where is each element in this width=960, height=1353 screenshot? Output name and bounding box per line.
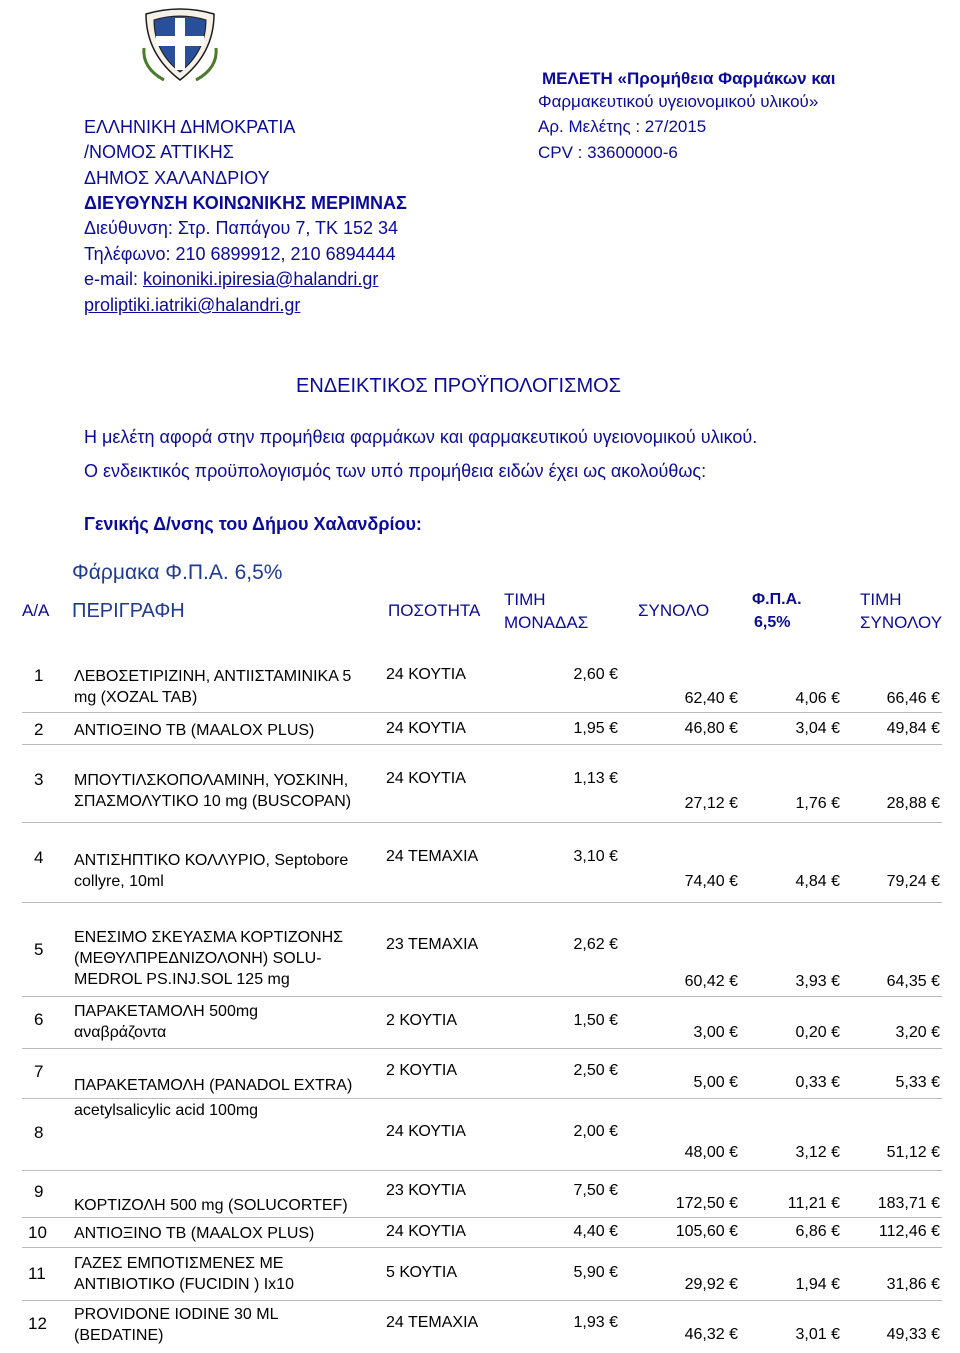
row-divider: [22, 1048, 942, 1049]
row-12-vat: 3,01 €: [740, 1326, 840, 1344]
row-5-total: 60,42 €: [620, 973, 738, 991]
row-divider: [22, 1300, 942, 1301]
row-12-unit-price: 1,93 €: [510, 1314, 618, 1332]
row-divider: [22, 1217, 942, 1218]
row-divider: [22, 996, 942, 997]
row-7-number: 7: [34, 1062, 44, 1081]
municipality-name: ΔΗΜΟΣ ΧΑΛΑΝΔΡΙΟΥ: [84, 168, 270, 188]
header-unit-price-2: ΜΟΝΑΔΑΣ: [504, 613, 589, 632]
row-9-number: 9: [34, 1182, 44, 1201]
row-divider: [22, 1170, 942, 1171]
row-5-grand-total: 64,35 €: [842, 973, 940, 991]
header-aa: Α/Α: [22, 601, 50, 620]
intro-line-2: Ο ενδεικτικός προϋπολογισμός των υπό προμήθεια ειδών έχει ως ακολούθως:: [84, 461, 707, 481]
row-11-grand-total: 31,86 €: [842, 1276, 940, 1294]
email-line: [84, 267, 378, 291]
row-9-quantity: 23 ΚΟΥΤΙΑ: [386, 1182, 466, 1199]
row-8-vat: 3,12 €: [740, 1144, 840, 1162]
row-10-unit-price: 4,40 €: [510, 1223, 618, 1241]
row-2-vat: 3,04 €: [740, 720, 840, 738]
row-5-number: 5: [34, 940, 44, 959]
row-2-number: 2: [34, 720, 44, 739]
row-11-total: 29,92 €: [620, 1276, 738, 1294]
row-10-description: ΑΝΤΙΟΞΙΝΟ ΤΒ (MAALOX PLUS): [74, 1225, 315, 1242]
phone-line: Τηλέφωνο: 210 6899912, 210 6894444: [84, 244, 396, 264]
greek-coat-of-arms-emblem: [140, 8, 220, 84]
row-divider: [22, 1247, 942, 1248]
row-6-quantity: 2 ΚΟΥΤΙΑ: [386, 1012, 458, 1029]
address-line: Διεύθυνση: Στρ. Παπάγου 7, ΤΚ 152 34: [84, 218, 399, 238]
row-12-grand-total: 49,33 €: [842, 1326, 940, 1344]
header-vat-1: Φ.Π.Α.: [752, 591, 802, 608]
row-7-description: ΠΑΡΑΚΕΤΑΜΟΛΗ (PANADOL EXTRA): [74, 1077, 353, 1094]
row-10-grand-total: 112,46 €: [842, 1223, 940, 1241]
row-1-vat: 4,06 €: [740, 690, 840, 708]
row-7-unit-price: 2,50 €: [510, 1062, 618, 1080]
row-divider: [22, 744, 942, 745]
country-name: ΕΛΛΗΝΙΚΗ ΔΗΜΟΚΡΑΤΙΑ: [84, 117, 296, 137]
row-6-number: 6: [34, 1010, 44, 1029]
row-6-description: ΠΑΡΑΚΕΤΑΜΟΛΗ 500mg αναβράζοντα: [74, 1003, 259, 1041]
row-8-total: 48,00 €: [620, 1144, 738, 1162]
study-number: Αρ. Μελέτης : 27/2015: [538, 117, 707, 136]
row-4-unit-price: 3,10 €: [510, 848, 618, 866]
row-5-description: ΕΝΕΣΙΜΟ ΣΚΕΥΑΣΜΑ ΚΟΡΤΙΖΟΝΗΣ (ΜΕΘΥΛΠΡΕΔΝΙΖΟΛΟΝΗ) SOLU-MEDROL PS.INJ.SOL 125 mg: [74, 929, 344, 988]
row-4-vat: 4,84 €: [740, 873, 840, 891]
row-6-vat: 0,20 €: [740, 1024, 840, 1042]
row-3-description: ΜΠΟΥΤΙΛΣΚΟΠΟΛΑΜΙΝΗ, ΥΟΣΚΙΝΗ, ΣΠΑΣΜΟΛΥΤΙΚΟ 10 mg (BUSCOPAN): [74, 772, 352, 810]
prefecture-name: /ΝΟΜΟΣ ΑΤΤΙΚΗΣ: [84, 142, 234, 162]
row-1-number: 1: [34, 666, 44, 685]
study-title-line1: ΜΕΛΕΤΗ «Προμήθεια Φαρμάκων και: [542, 69, 836, 88]
row-11-quantity: 5 ΚΟΥΤΙΑ: [386, 1264, 458, 1281]
row-5-quantity: 23 ΤΕΜΑΧΙΑ: [386, 936, 479, 953]
header-vat-2: 6,5%: [754, 614, 791, 631]
row-9-grand-total: 183,71 €: [842, 1195, 940, 1213]
row-3-unit-price: 1,13 €: [510, 770, 618, 788]
row-4-quantity: 24 ΤΕΜΑΧΙΑ: [386, 848, 479, 865]
category-heading: Φάρμακα Φ.Π.Α. 6,5%: [72, 561, 283, 584]
row-10-number: 10: [28, 1223, 47, 1242]
row-4-total: 74,40 €: [620, 873, 738, 891]
row-8-grand-total: 51,12 €: [842, 1144, 940, 1162]
row-divider: [22, 1098, 942, 1099]
row-7-vat: 0,33 €: [740, 1074, 840, 1092]
row-5-unit-price: 2,62 €: [510, 936, 618, 954]
email-link-1[interactable]: koinoniki.ipiresia@halandri.gr: [143, 269, 379, 289]
intro-line-1: Η μελέτη αφορά στην προμήθεια φαρμάκων και φαρμακευτικού υγειονομικού υλικού.: [84, 427, 758, 447]
header-grand-total-2: ΣΥΝΟΛΟΥ: [860, 613, 943, 632]
row-6-total: 3,00 €: [620, 1024, 738, 1042]
header-quantity: ΠΟΣΟΤΗΤΑ: [388, 601, 481, 620]
row-divider: [22, 822, 942, 823]
row-1-quantity: 24 ΚΟΥΤΙΑ: [386, 666, 466, 683]
row-7-grand-total: 5,33 €: [842, 1074, 940, 1092]
row-9-total: 172,50 €: [620, 1195, 738, 1213]
row-8-quantity: 24 ΚΟΥΤΙΑ: [386, 1123, 466, 1140]
row-11-unit-price: 5,90 €: [510, 1264, 618, 1282]
department-name: ΔΙΕΥΘΥΝΣΗ ΚΟΙΝΩΝΙΚΗΣ ΜΕΡΙΜΝΑΣ: [84, 193, 407, 213]
row-4-number: 4: [34, 848, 44, 867]
row-3-number: 3: [34, 770, 44, 789]
row-3-quantity: 24 ΚΟΥΤΙΑ: [386, 770, 466, 787]
row-7-total: 5,00 €: [620, 1074, 738, 1092]
row-11-number: 11: [28, 1264, 46, 1283]
row-11-description: ΓΑΖΕΣ ΕΜΠΟΤΙΣΜΕΝΕΣ ΜΕ ΑΝΤΙΒΙΟΤΙΚΟ (FUCIDIN ) Ix10: [74, 1255, 294, 1293]
row-2-description: ΑΝΤΙΟΞΙΝΟ ΤΒ (MAALOX PLUS): [74, 722, 315, 739]
row-1-unit-price: 2,60 €: [510, 666, 618, 684]
row-3-vat: 1,76 €: [740, 795, 840, 813]
email-line-2: [84, 293, 300, 317]
row-12-number: 12: [28, 1314, 47, 1333]
row-2-unit-price: 1,95 €: [510, 720, 618, 738]
row-9-description: ΚΟΡΤΙΖΟΛΗ 500 mg (SOLUCORTEF): [74, 1197, 348, 1214]
row-10-quantity: 24 ΚΟΥΤΙΑ: [386, 1223, 466, 1240]
row-12-total: 46,32 €: [620, 1326, 738, 1344]
row-10-vat: 6,86 €: [740, 1223, 840, 1241]
row-8-unit-price: 2,00 €: [510, 1123, 618, 1141]
row-4-description: ΑΝΤΙΣΗΠΤΙΚΟ ΚΟΛΛΥΡΙΟ, Septobore collyre, 10ml: [74, 852, 349, 890]
study-title-line2: Φαρμακευτικού υγειονομικού υλικού»: [538, 92, 819, 111]
row-2-total: 46,80 €: [620, 720, 738, 738]
row-3-total: 27,12 €: [620, 795, 738, 813]
row-2-quantity: 24 ΚΟΥΤΙΑ: [386, 720, 466, 737]
header-grand-total-1: ΤΙΜΗ: [860, 590, 902, 609]
row-1-description: ΛΕΒΟΣΕΤΙΡΙΖΙΝΗ, ΑΝΤΙΙΣΤΑΜΙΝΙΚΑ 5 mg (XOZAL TAB): [74, 668, 352, 706]
row-3-grand-total: 28,88 €: [842, 795, 940, 813]
row-6-unit-price: 1,50 €: [510, 1012, 618, 1030]
page-title: ΕΝΔΕΙΚΤΙΚΟΣ ΠΡΟΫΠΟΛΟΓΙΣΜΟΣ: [296, 375, 622, 397]
row-8-description: acetylsalicylic acid 100mg: [74, 1102, 259, 1119]
row-7-quantity: 2 ΚΟΥΤΙΑ: [386, 1062, 458, 1079]
row-9-vat: 11,21 €: [740, 1195, 840, 1213]
header-total: ΣΥΝΟΛΟ: [638, 601, 710, 620]
header-description: ΠΕΡΙΓΡΑΦΗ: [72, 600, 185, 622]
row-1-total: 62,40 €: [620, 690, 738, 708]
row-4-grand-total: 79,24 €: [842, 873, 940, 891]
email-link-2[interactable]: proliptiki.iatriki@halandri.gr: [84, 295, 301, 315]
row-divider: [22, 902, 942, 903]
section-heading: Γενικής Δ/νσης του Δήμου Χαλανδρίου:: [84, 514, 422, 534]
row-6-grand-total: 3,20 €: [842, 1024, 940, 1042]
row-divider: [22, 712, 942, 713]
row-8-number: 8: [34, 1123, 44, 1142]
row-5-vat: 3,93 €: [740, 973, 840, 991]
email-label: e-mail:: [84, 269, 144, 289]
cpv-code: CPV : 33600000-6: [538, 143, 678, 162]
row-1-grand-total: 66,46 €: [842, 690, 940, 708]
row-11-vat: 1,94 €: [740, 1276, 840, 1294]
row-12-quantity: 24 ΤΕΜΑΧΙΑ: [386, 1314, 479, 1331]
row-2-grand-total: 49,84 €: [842, 720, 940, 738]
row-10-total: 105,60 €: [620, 1223, 738, 1241]
header-unit-price-1: ΤΙΜΗ: [504, 590, 546, 609]
row-9-unit-price: 7,50 €: [510, 1182, 618, 1200]
row-12-description: PROVIDONE IODINE 30 ML (BEDATINE): [74, 1306, 278, 1344]
